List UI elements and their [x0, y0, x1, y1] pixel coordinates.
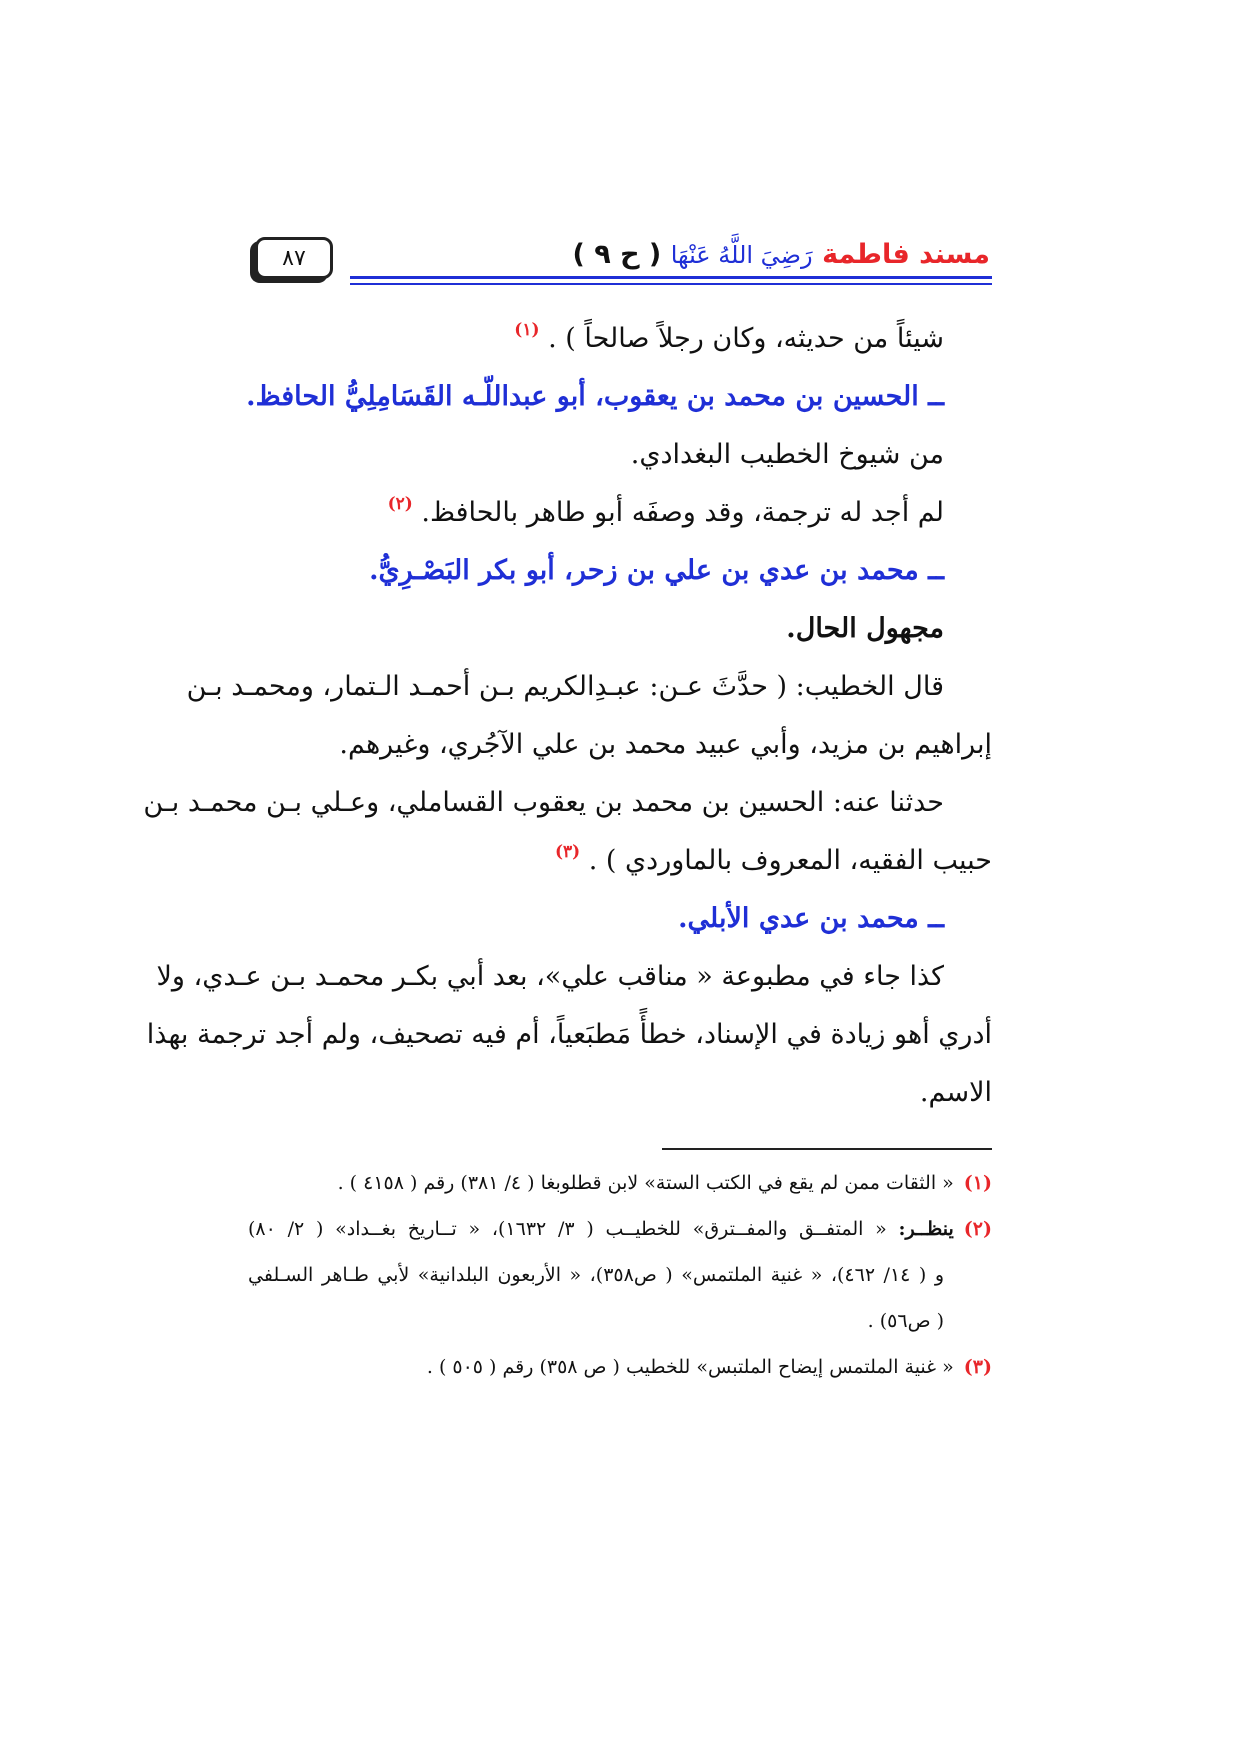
- text-line: مجهول الحال.: [786, 613, 944, 644]
- footnote-3: (٣)« غنية الملتمس إيضاح الملتبس» للخطيب ( ص ٣٥٨) رقم ( ٥٠٥ ) .: [426, 1356, 992, 1378]
- footnote-marker: (٣): [554, 842, 581, 862]
- footnote-2-continued: ( ص٥٦) .: [867, 1310, 944, 1332]
- text-line: الاسم.: [919, 1077, 992, 1108]
- footnote-marker: (١): [514, 320, 540, 340]
- header-section: ( ح ٩ ): [572, 239, 662, 270]
- page-number: ٨٧: [255, 237, 333, 279]
- footnote-marker: (٢): [387, 494, 413, 514]
- text-line: أدري أهو زيادة في الإسناد، خطأً مَطبَعياً، أم فيه تصحيف، ولم أجد ترجمة بهذا: [146, 1019, 992, 1050]
- footnote-1: (١)« الثقات ممن لم يقع في الكتب الستة» لابن قطلوبغا ( ٤/ ٣٨١) رقم ( ٤١٥٨ ) .: [337, 1172, 992, 1194]
- header-title: مسند فاطمة: [822, 239, 990, 270]
- text-line: قال الخطيب: ( حدَّثَ عـن: عبـدِالكريم بـن أحمـد الـتمار، ومحمـد بـن: [186, 671, 944, 702]
- narrator-heading: ــ الحسين بن محمد بن يعقوب، أبو عبداللّـه القَسَامِلِيُّ الحافظ.: [246, 381, 944, 412]
- narrator-heading: ــ محمد بن عدي بن علي بن زحر، أبو بكر البَصْـرِيُّ.: [369, 555, 944, 586]
- main-text: [143, 310, 992, 1122]
- narrator-heading: ــ محمد بن عدي الأبلي.: [678, 903, 944, 934]
- footnotes: [248, 1160, 992, 1390]
- text-line: كذا جاء في مطبوعة « مناقب علي»، بعد أبي بكـر محمـد بـن عـدي، ولا: [156, 961, 944, 992]
- header-rule: [350, 276, 992, 279]
- text-line: حبيب الفقيه، المعروف بالماوردي ) . $^{(٣)}$: [554, 842, 992, 876]
- honorific-glyph: رَضِيَ اللَّهُ عَنْهَا: [670, 241, 813, 269]
- text-line: إبراهيم بن مزيد، وأبي عبيد محمد بن علي الآجُري، وغيرهم.: [339, 729, 992, 760]
- running-header: [572, 240, 990, 270]
- text-line: شيئاً من حديثه، وكان رجلاً صالحاً ) . $^{(١)}$: [514, 320, 944, 354]
- text-line: حدثنا عنه: الحسين بن محمد بن يعقوب القساملي، وعـلي بـن محمـد بـن: [143, 787, 944, 818]
- footnote-2: (٢)ينظــر: « المتفــق والمفــترق» للخطيــب ( ٣/ ١٦٣٢)، « تــاريخ بغــداد» ( ٢/ ٨٠): [248, 1218, 992, 1240]
- footnote-separator: [662, 1148, 992, 1150]
- text-line: لم أجد له ترجمة، وقد وصفَه أبو طاهر بالحافظ. $^{(٢)}$: [387, 494, 944, 528]
- footnote-2-continued: و ( ١٤/ ٤٦٢)، « غنية الملتمس» ( ص٣٥٨)، « الأربعون البلدانية» لأبي طـاهر السـلفي: [248, 1264, 944, 1286]
- header-rule-secondary: [350, 283, 992, 285]
- text-line: من شيوخ الخطيب البغدادي.: [630, 439, 944, 470]
